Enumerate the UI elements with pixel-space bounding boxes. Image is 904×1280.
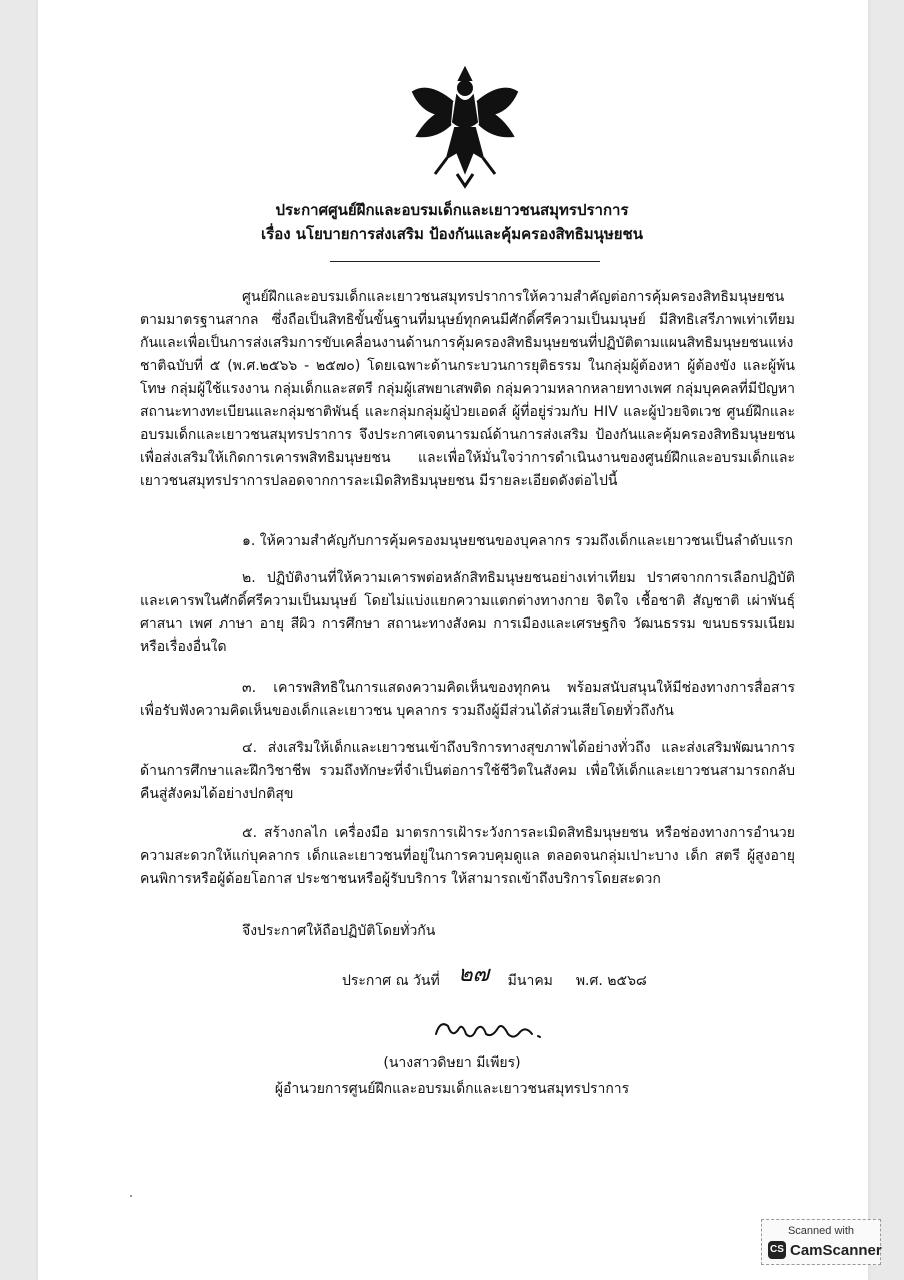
date-prefix: ประกาศ ณ วันที่ (342, 973, 440, 989)
title-divider (330, 261, 600, 262)
policy-item-4: ๔. ส่งเสริมให้เด็กและเยาวชนเข้าถึงบริการทางสุขภาพได้อย่างทั่วถึง และส่งเสริมพัฒนาการด้านการศึกษาและฝึกวิชาชีพ รวมถึงทักษะที่จำเป็นต่อการใช้ชีวิตในสังคม เพื่อให้เด็กและเยาวชนสามารถกลับคืนสู่สังคมได้อย่างปกติสุข (140, 740, 795, 802)
signatory-name: (นางสาวดิษยา มีเพียร) (383, 1055, 521, 1071)
intro-paragraph: ศูนย์ฝึกและอบรมเด็กและเยาวชนสมุทรปราการให้ความสำคัญต่อการคุ้มครองสิทธิมนุษยชนตามมาตรฐานสากล ซึ่งถือเป็นสิทธิขั้นขั้นฐานที่มนุษย์ทุกคนมีศักดิ์ศรีความเป็นมนุษย์ มีสิทธิเสรีภาพเท่าเทียมกันและเพื่อเป็นการส่งเสริมการขับเคลื่อนงานด้านการคุ้มครองสิทธิมนุษยชนที่ปฏิบัติตามแผนสิทธิมนุษยชนแห่งชาติฉบับที่ ๕ (พ.ศ.๒๕๖๖ - ๒๕๗๐) โดยเฉพาะด้านกระบวนการยุติธรรม ในกลุ่มผู้ต้องหา ผู้ต้องขัง และผู้พ้นโทษ กลุ่มผู้ใช้แรงงาน กลุ่มเด็กและสตรี กลุ่มผู้เสพยาเสพติด กลุ่มความหลากหลายทางเพศ กลุ่มบุคคลที่มีปัญหาสถานะทางทะเบียนและกลุ่มชาติพันธุ์ และกลุ่มกลุ่มผู้ป่วยเอดส์ ผู้ที่อยู่ร่วมกับ HIV และผู้ป่วยจิตเวช ศูนย์ฝึกและอบรมเด็กและเยาวชนสมุทรปราการ จึงประกาศเจตนารมณ์ด้านการส่งเสริม ป้องกันและคุ้มครองสิทธิมนุษยชน เพื่อส่งเสริมให้เกิดการเคารพสิทธิมนุษยชน และเพื่อให้มั่นใจว่าการดำเนินงานของศูนย์ฝึกและอบรมเด็กและเยาวชนสมุทรปราการปลอดจากการละเมิดสิทธิมนุษยชน มีรายละเอียดดังต่อไปนี้ (140, 289, 795, 489)
document-title-line2: เรื่อง นโยบายการส่งเสริม ป้องกันและคุ้มครองสิทธิมนุษยชน (261, 225, 643, 243)
handwritten-signature (428, 1012, 568, 1048)
policy-item-5: ๕. สร้างกลไก เครื่องมือ มาตรการเฝ้าระวังการละเมิดสิทธิมนุษยชน หรือช่องทางการอำนวยความสะดวกให้แก่บุคลากร เด็กและเยาวชนที่อยู่ในการควบคุมดูแล ตลอดจนกลุ่มเปาะบาง เด็ก สตรี ผู้สูงอายุคนพิการหรือผู้ด้อยโอกาส ประชาชนหรือผู้รับบริการ ให้สามารถเข้าถึงบริการโดยสะดวก (140, 825, 795, 887)
document-title-line1: ประกาศศูนย์ฝึกและอบรมเด็กและเยาวชนสมุทรปราการ (275, 201, 629, 219)
garuda-emblem (407, 62, 523, 190)
policy-item-3: ๓. เคารพสิทธิในการแสดงความคิดเห็นของทุกคน พร้อมสนับสนุนให้มีช่องทางการสื่อสาร เพื่อรับฟังความคิดเห็นของเด็กและเยาวชน บุคลากร รวมถึงผู้มีส่วนได้ส่วนเสียโดยทั่วถึงกัน (140, 680, 795, 719)
policy-item-1: ๑. ให้ความสำคัญกับการคุ้มครองมนุษยชนของบุคลากร รวมถึงเด็กและเยาวชนเป็นลำดับแรก (242, 533, 793, 549)
watermark-brand (768, 1241, 882, 1259)
announcement-date (342, 960, 647, 995)
scan-speck (130, 1195, 132, 1197)
watermark-top-text: Scanned with (787, 1225, 855, 1237)
camscanner-icon: CS (768, 1241, 786, 1259)
signatory-position: ผู้อำนวยการศูนย์ฝึกและอบรมเด็กและเยาวชนสมุทรปราการ (274, 1081, 630, 1097)
policy-item-2: ๒. ปฏิบัติงานที่ให้ความเคารพต่อหลักสิทธิมนุษยชนอย่างเท่าเทียม ปราศจากการเลือกปฏิบัติและเคารพในศักดิ์ศรีความเป็นมนุษย์ โดยไม่แบ่งแยกความแตกต่างทางกาย จิตใจ เชื้อชาติ สัญชาติ เผ่าพันธุ์ศาสนา เพศ ภาษา อายุ สีผิว การศึกษา สถานะทางสังคม การเมืองและเศรษฐกิจ วัฒนธรรม ขนบธรรมเนียมหรือเรื่องอื่นใด (140, 570, 795, 655)
date-year: พ.ศ. ๒๕๖๘ (575, 973, 647, 989)
watermark-brand-text: CamScanner (790, 1241, 882, 1259)
date-month: มีนาคม (507, 973, 553, 989)
camscanner-watermark (761, 1219, 881, 1265)
date-day: ๒๗ (458, 962, 490, 987)
closing-statement: จึงประกาศให้ถือปฏิบัติโดยทั่วกัน (242, 923, 436, 939)
